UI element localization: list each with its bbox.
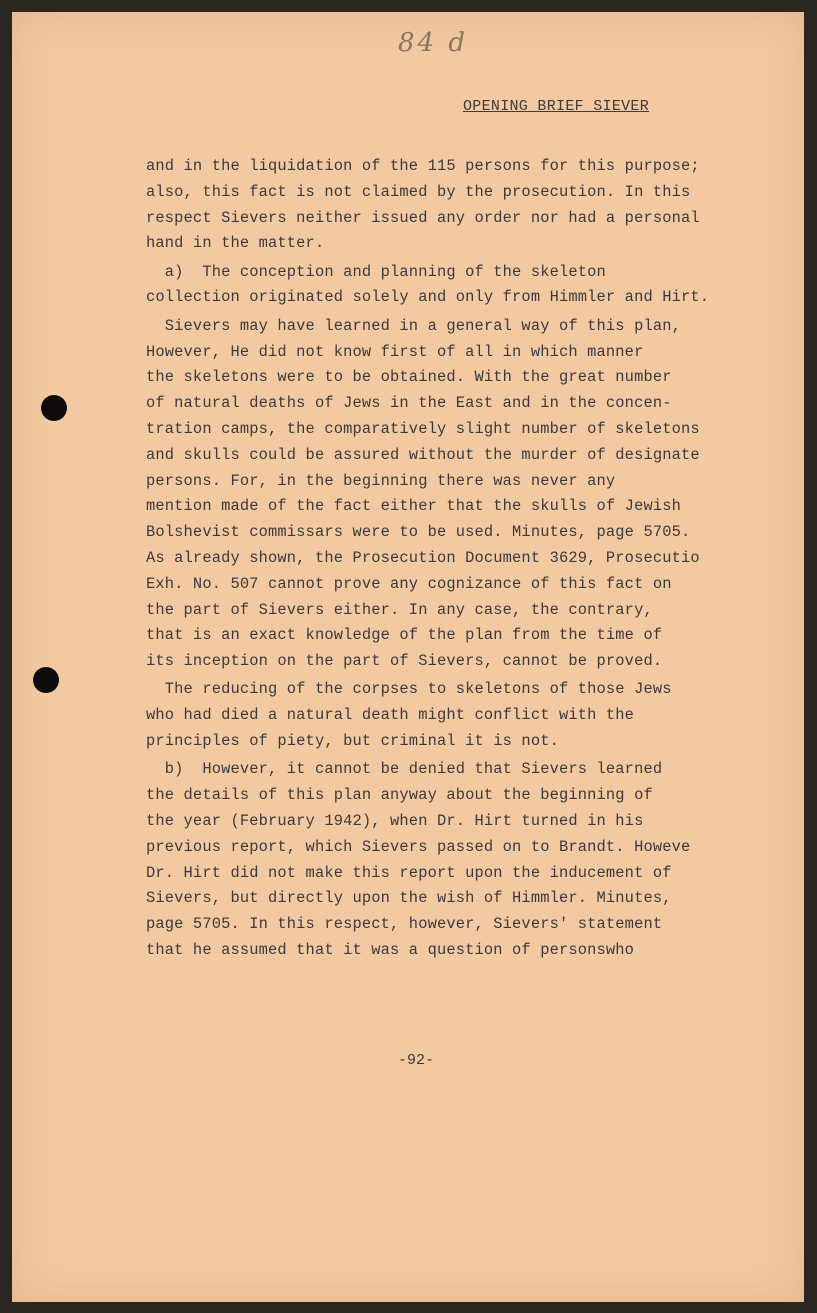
body-text	[146, 154, 796, 964]
text-line: the year (February 1942), when Dr. Hirt turned in his	[146, 811, 644, 830]
text-line: However, He did not know first of all in which manner	[146, 342, 644, 361]
text-line: previous report, which Sievers passed on to Brandt. Howeve	[146, 837, 691, 856]
text-line: and skulls could be assured without the murder of designate	[146, 445, 700, 464]
text-line: Sievers may have learned in a general way of this plan,	[146, 316, 681, 335]
text-line: and in the liquidation of the 115 persons for this purpose;	[146, 157, 700, 175]
text-line: persons. For, in the beginning there was never any	[146, 471, 616, 490]
text-line: its inception on the part of Sievers, cannot be proved.	[146, 652, 663, 671]
text-line: b) However, it cannot be denied that Sievers learned	[146, 760, 663, 779]
header-title: OPENING BRIEF SIEVER	[463, 98, 650, 115]
punch-hole	[41, 395, 67, 421]
text-line: Sievers, but directly upon the wish of Himmler. Minutes,	[146, 889, 672, 908]
text-line: As already shown, the Prosecution Document 3629, Prosecutio	[146, 548, 700, 567]
text-line: the details of this plan anyway about the beginning of	[146, 786, 653, 805]
text-line: who had died a natural death might conflict with the	[146, 706, 635, 725]
text-line: the skeletons were to be obtained. With the great number	[146, 368, 672, 387]
text-line: tration camps, the comparatively slight number of skeletons	[146, 419, 700, 438]
handwritten-note: 84 d	[398, 28, 468, 58]
punch-hole	[33, 667, 59, 693]
text-line: also, this fact is not claimed by the prosecution. In this	[146, 182, 691, 201]
text-line: hand in the matter.	[146, 234, 325, 253]
text-line: that is an exact knowledge of the plan from the time of	[146, 626, 663, 645]
text-line: page 5705. In this respect, however, Sievers' statement	[146, 915, 663, 934]
text-line: of natural deaths of Jews in the East and in the concen-	[146, 394, 672, 413]
text-line: Bolshevist commissars were to be used. Minutes, page 5705.	[146, 523, 691, 542]
text-line: Dr. Hirt did not make this report upon the inducement of	[146, 863, 672, 882]
text-line: Exh. No. 507 cannot prove any cognizance of this fact on	[146, 574, 672, 593]
text-line: the part of Sievers either. In any case, the contrary,	[146, 600, 653, 619]
text-line: that he assumed that it was a question of personswho	[146, 940, 635, 959]
text-line: a) The conception and planning of the skeleton	[146, 262, 606, 281]
text-line: principles of piety, but criminal it is not.	[146, 732, 559, 751]
text-line: mention made of the fact either that the skulls of Jewish	[146, 497, 681, 516]
page-number: -92-	[398, 1052, 435, 1069]
text-line: collection originated solely and only from Himmler and Hirt.	[146, 288, 710, 307]
text-line: The reducing of the corpses to skeletons of those Jews	[146, 680, 672, 699]
text-line: respect Sievers neither issued any order nor had a personal	[146, 208, 700, 227]
